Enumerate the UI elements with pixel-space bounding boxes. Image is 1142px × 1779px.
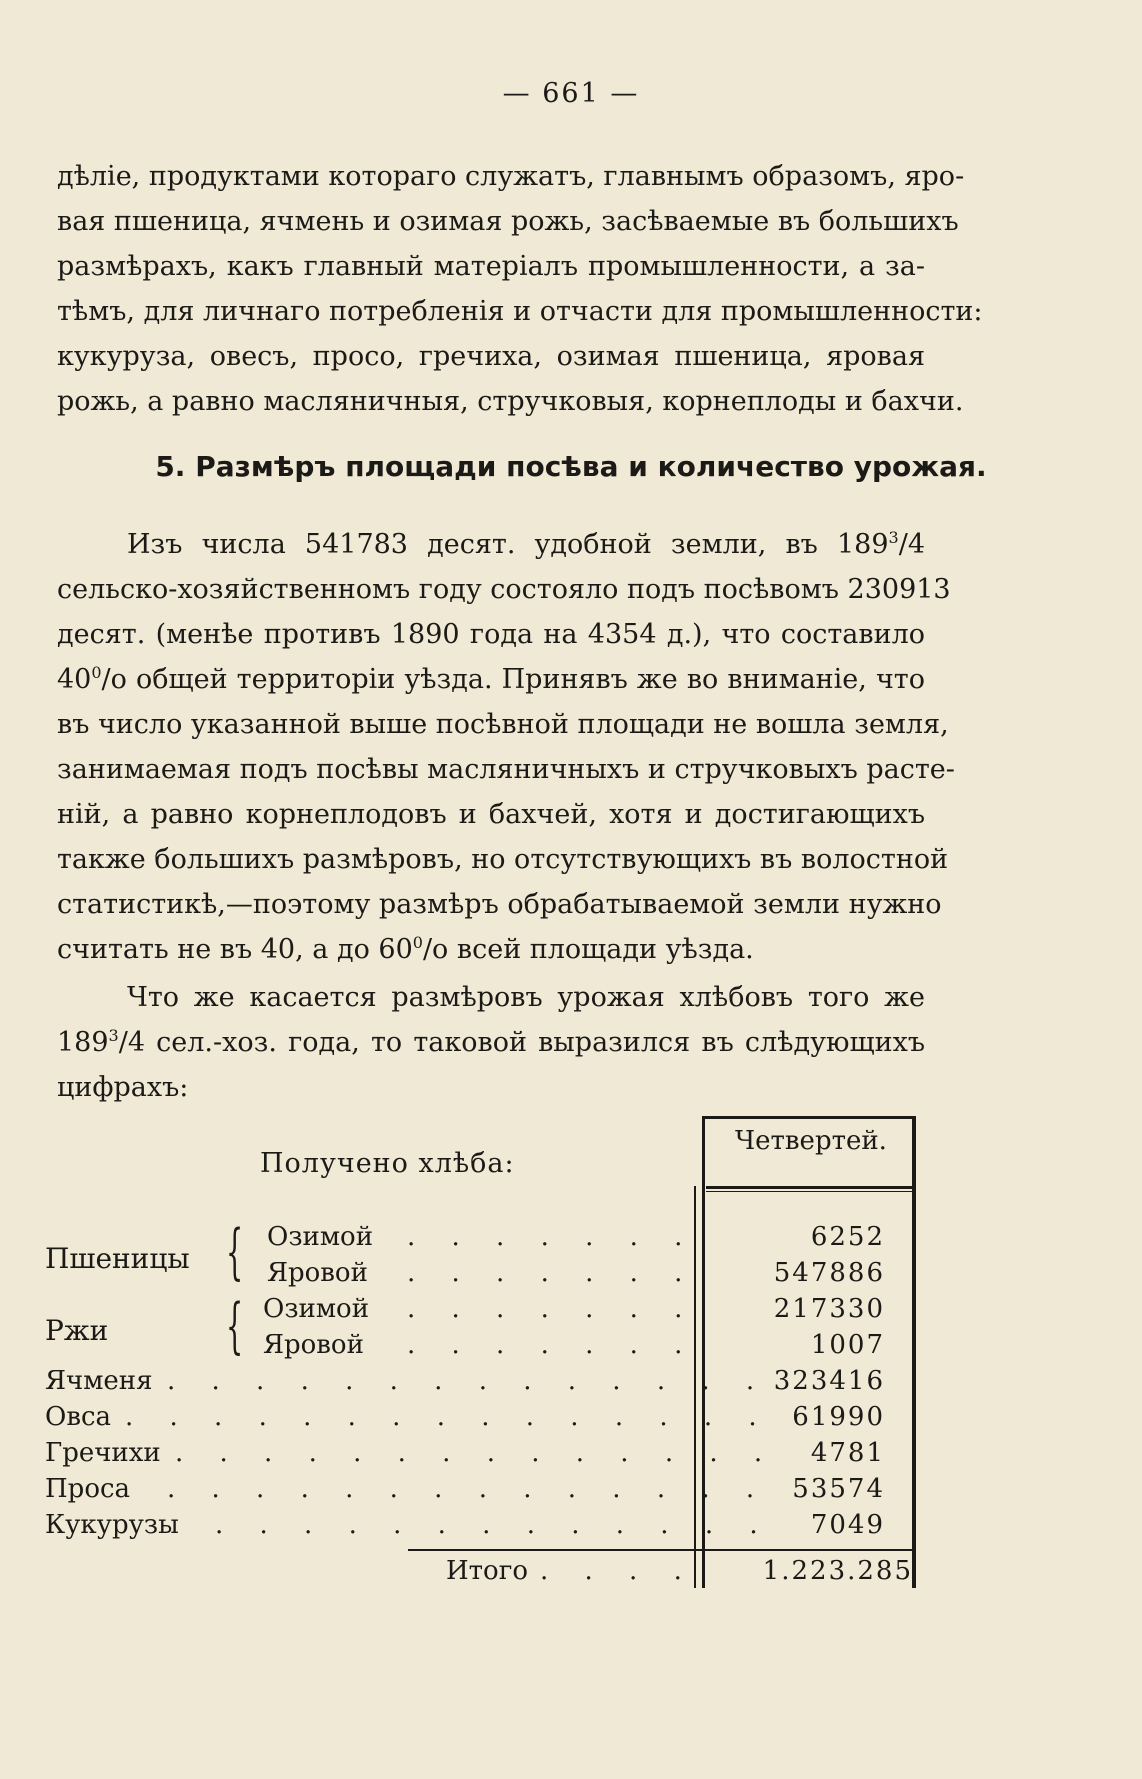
- table-row: Кукурузы . . . . . . . . . . . . . 7049: [45, 1510, 885, 1540]
- text-line: ній, а равно корнеплодовъ и бахчей, хотя и достигающихъ: [57, 799, 925, 830]
- table-left-header: Получено хлѣба:: [260, 1148, 515, 1179]
- table-row: Овса . . . . . . . . . . . . . . . 61990: [45, 1402, 885, 1432]
- total-dots: . . . .: [540, 1556, 696, 1586]
- table-row: Озимой . . . . . . . 217330: [263, 1294, 885, 1324]
- table-row: Яровой . . . . . . . 547886: [267, 1258, 885, 1288]
- text-line: вая пшеница, ячмень и озимая рожь, засѣваемые въ большихъ: [57, 206, 959, 237]
- text-line: Изъ числа 541783 десят. удобной земли, въ $189^3/4$: [127, 528, 925, 560]
- text-line: сельско-хозяйственномъ году состояло подъ посѣвомъ 230913: [57, 574, 951, 605]
- page-number: — 661 —: [502, 78, 640, 109]
- table-total-rule: [408, 1549, 912, 1551]
- total-label: Итого: [446, 1556, 528, 1586]
- paragraph-intro: [57, 154, 983, 424]
- text-line: десят. (менѣе противъ 1890 года на 4354 д.), что составило: [57, 619, 925, 650]
- table-row: Озимой . . . . . . . 6252: [267, 1222, 885, 1252]
- text-line: размѣрахъ, какъ главный матеріалъ промышленности, а за-: [57, 251, 925, 282]
- table-header-rule: [706, 1186, 912, 1189]
- section-heading: 5. Размѣръ площади посѣва и количество урожая.: [155, 450, 987, 483]
- text-line: считать не въ 40, а до $60^0/о$ всей площади уѣзда.: [57, 933, 754, 965]
- text-line: статистикѣ,—поэтому размѣръ обрабатываемой земли нужно: [57, 889, 942, 920]
- text-line: $189^3/4$ сел.-хоз. года, то таковой выразился въ слѣдующихъ: [57, 1026, 925, 1058]
- paragraph-area: [57, 522, 955, 972]
- brace-icon: {: [226, 1291, 244, 1361]
- paragraph-harvest: [57, 975, 925, 1110]
- text-line: рожь, а равно масляничныя, стручковыя, корнеплоды и бахчи.: [57, 386, 964, 417]
- text-line: тѣмъ, для личнаго потребленія и отчасти для промышленности:: [57, 296, 983, 327]
- text-line: цифрахъ:: [57, 1072, 189, 1103]
- text-line: $40^0/о$ общей территоріи уѣзда. Принявъ же во вниманіе, что: [57, 663, 925, 695]
- brace-icon: {: [226, 1217, 244, 1287]
- table-header-rule-2: [706, 1191, 912, 1192]
- group-label-wheat: Пшеницы: [45, 1242, 190, 1275]
- text-line: дѣліе, продуктами котораго служатъ, главнымъ образомъ, яро-: [57, 161, 965, 192]
- group-label-rye: Ржи: [45, 1314, 109, 1347]
- table-top-rule: [702, 1116, 916, 1119]
- text-line: въ число указанной выше посѣвной площади не вошла земля,: [57, 709, 949, 740]
- column-header: Четвертей.: [735, 1126, 887, 1156]
- table-row: Ячменя . . . . . . . . . . . . . . 323416: [45, 1366, 885, 1396]
- text-line: Что же касается размѣровъ урожая хлѣбовъ того же: [127, 982, 925, 1013]
- table-row: Проса . . . . . . . . . . . . . . 53574: [45, 1474, 885, 1504]
- text-line: занимаемая подъ посѣвы масляничныхъ и стручковыхъ расте-: [57, 754, 955, 785]
- total-value: 1.223.285: [762, 1556, 913, 1586]
- table-row: Яровой . . . . . . . 1007: [263, 1330, 885, 1360]
- table-row: Гречихи . . . . . . . . . . . . . . 4781: [45, 1438, 885, 1468]
- text-line: также большихъ размѣровъ, но отсутствующихъ въ волостной: [57, 844, 949, 875]
- text-line: кукуруза, овесъ, просо, гречиха, озимая пшеница, яровая: [57, 341, 925, 372]
